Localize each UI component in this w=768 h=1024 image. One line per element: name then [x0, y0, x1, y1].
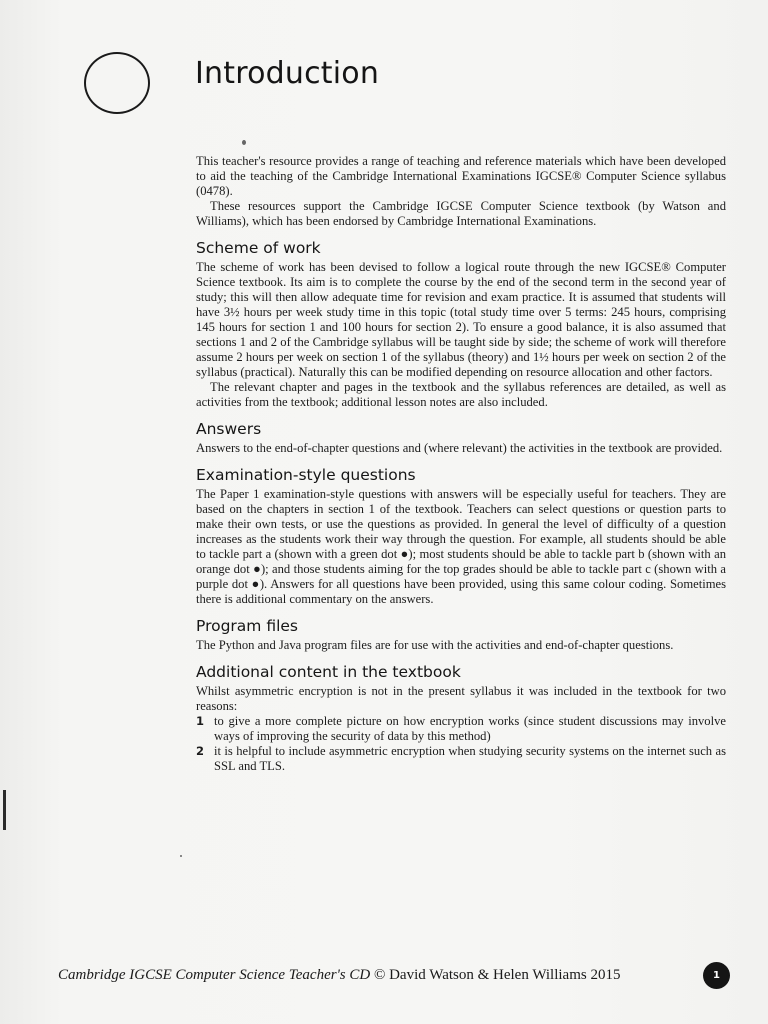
binding-mark	[3, 790, 6, 830]
list-number: 1	[196, 714, 205, 728]
exam-paragraph: The Paper 1 examination-style questions with answers will be especially useful for teachers. They are based on the chapters in section 1 of the textbook. Teachers can select questions or question parts to make their own tests, or use the questions as provided. In general the level of difficulty of a question increases as the students work their way through the question. For example, all students should be able to tackle part a (shown with a green dot ●); most students should be able to tackle part b (shown with an orange dot ●); and those students aiming for the top grades should be able to tackle part c (shown with a purple dot ●). Answers for all questions have been provided, using this same colour coding. Sometimes there is additional commentary on the answers.	[196, 487, 726, 606]
chapter-circle-icon	[84, 52, 150, 114]
section-heading-exam: Examination-style questions	[196, 466, 416, 484]
list-text: to give a more complete picture on how encryption works (since student discussions may involve ways of improving the security of data by this method)	[214, 714, 726, 743]
list-number: 2	[196, 744, 205, 758]
scan-speck	[180, 855, 182, 857]
program-paragraph: The Python and Java program files are for use with the activities and end-of-chapter questions.	[196, 638, 674, 652]
scan-speck	[242, 140, 246, 145]
reasons-list	[196, 714, 726, 774]
footer-book-title: Cambridge IGCSE Computer Science Teacher's CD	[58, 967, 371, 983]
scheme-paragraph: The relevant chapter and pages in the textbook and the syllabus references are detailed, as well as activities from the textbook; additional lesson notes are also included.	[196, 380, 726, 409]
intro-paragraph: This teacher's resource provides a range of teaching and reference materials which have been developed to aid the teaching of the Cambridge International Examinations IGCSE® Computer Science syllabus (0478).	[196, 154, 726, 198]
scheme-paragraph: The scheme of work has been devised to follow a logical route through the new IGCSE® Computer Science textbook. Its aim is to complete the course by the end of the second term in the second year of study; this will then allow adequate time for revision and exam practice. It is assumed that students will have 3½ hours per week study time in this topic (total study time over 5 terms: 245 hours, comprising 145 hours for section 1 and 100 hours for section 2). To ensure a good balance, it is also assumed that sections 1 and 2 of the Cambridge syllabus will be taught side by side; the scheme of work will therefore assume 2 hours per week on section 1 of the syllabus (theory) and 1½ hours per week on section 2 of the syllabus (practical). Naturally this can be modified depending on resource allocation and other factors.	[196, 260, 726, 379]
intro-paragraph: These resources support the Cambridge IGCSE Computer Science textbook (by Watson and Williams), which has been endorsed by Cambridge International Examinations.	[196, 199, 726, 228]
list-item	[196, 744, 726, 774]
page-number-badge: 1	[703, 962, 730, 989]
list-text: it is helpful to include asymmetric encryption when studying security systems on the internet such as SSL and TLS.	[214, 744, 726, 773]
answers-paragraph: Answers to the end-of-chapter questions and (where relevant) the activities in the textbook are provided.	[196, 441, 723, 455]
section-heading-scheme: Scheme of work	[196, 239, 321, 257]
additional-paragraph: Whilst asymmetric encryption is not in the present syllabus it was included in the textbook for two reasons:	[196, 684, 726, 713]
body-content	[196, 154, 726, 774]
section-heading-program: Program files	[196, 617, 299, 635]
section-heading-additional: Additional content in the textbook	[196, 663, 461, 681]
footer-credit: © David Watson & Helen Williams 2015	[373, 967, 621, 983]
page-footer	[58, 967, 620, 984]
list-item	[196, 714, 726, 744]
section-heading-answers: Answers	[196, 420, 262, 438]
page-title: Introduction	[195, 56, 380, 91]
